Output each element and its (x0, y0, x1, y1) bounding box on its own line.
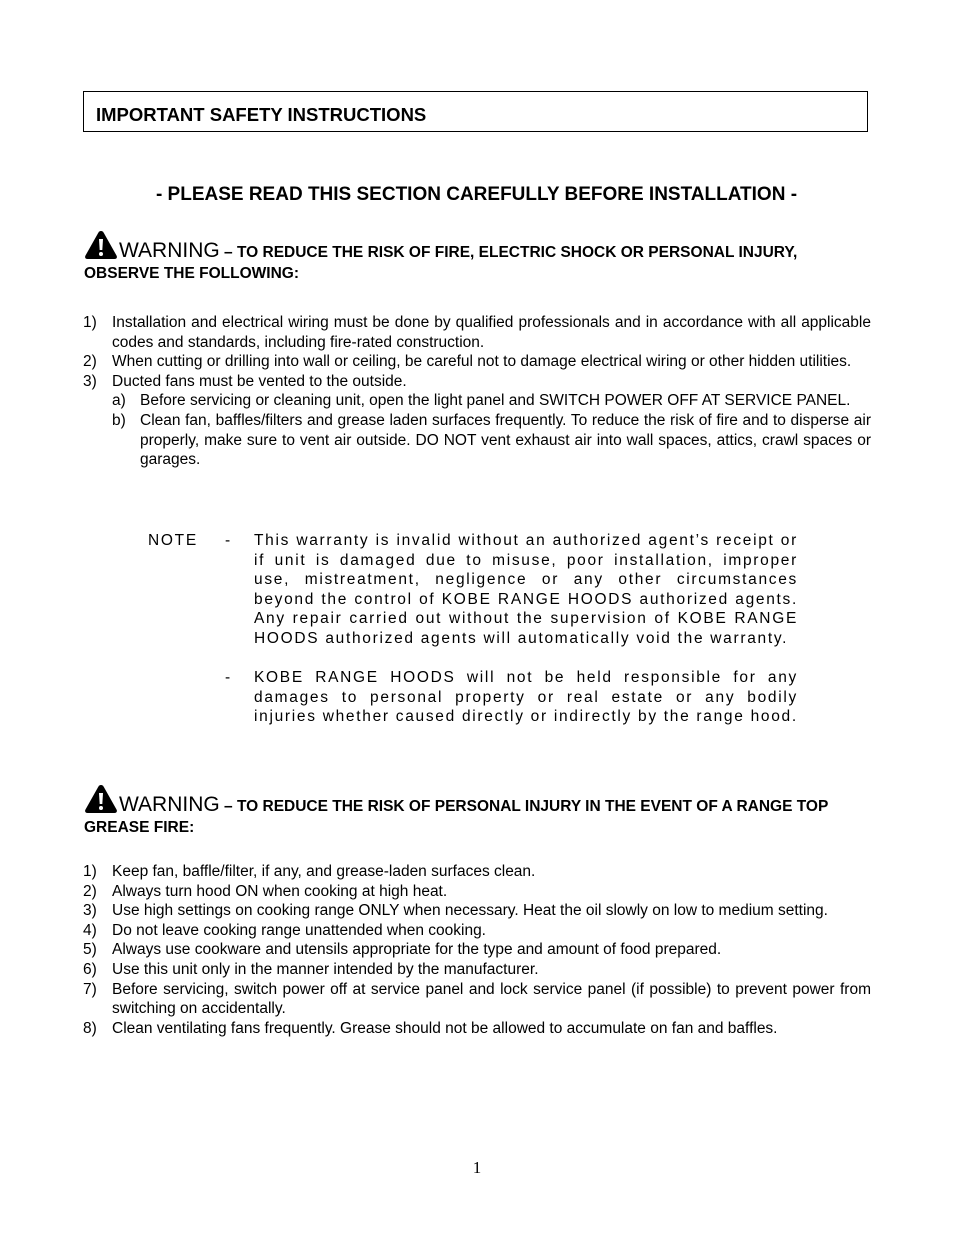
note-item: - KOBE RANGE HOODS will not be held responsible for any damages to personal property or real estate or any bodily injuries whether caused directly or indirectly by the range hood. (225, 669, 798, 726)
warranty-note (148, 531, 798, 727)
page-number: 1 (472, 1158, 482, 1177)
list-item: 2) When cutting or drilling into wall or ceiling, be careful not to damage electrical wiring or other hidden utilities. (83, 353, 852, 371)
grease-fire-instructions-list (83, 862, 871, 1038)
section-header-box (83, 91, 868, 132)
warning-heading-1 (84, 230, 870, 284)
note-label: NOTE (148, 532, 198, 549)
warning-triangle-icon (84, 784, 118, 814)
warning-text: – TO REDUCE THE RISK OF FIRE, ELECTRIC SHOCK OR PERSONAL INJURY, OBSERVE THE FOLLOWING: (84, 244, 798, 282)
warning-word: WARNING (119, 793, 220, 816)
section-title: IMPORTANT SAFETY INSTRUCTIONS (96, 104, 427, 125)
read-carefully-subtitle: - PLEASE READ THIS SECTION CAREFULLY BEFORE INSTALLATION - (155, 184, 798, 205)
sub-list-item: b) Clean fan, baffles/filters and grease laden surfaces frequently. To reduce the risk of fire and to disperse air properly, make sure to vent air outside. DO NOT vent exhaust air into wall spaces, attics, crawl spaces or garages. (112, 411, 871, 469)
list-item: 2) Always turn hood ON when cooking at high heat. (83, 882, 448, 900)
installation-instructions-list (83, 313, 871, 470)
list-item: 5) Always use cookware and utensils appropriate for the type and amount of food prepared. (83, 941, 722, 959)
warning-text: – TO REDUCE THE RISK OF PERSONAL INJURY IN THE EVENT OF A RANGE TOP GREASE FIRE: (84, 798, 829, 836)
list-item: 3) Ducted fans must be vented to the outside. (83, 372, 407, 390)
sub-list-item: a) Before servicing or cleaning unit, open the light panel and SWITCH POWER OFF AT SERVICE PANEL. (112, 392, 851, 410)
list-item: 6) Use this unit only in the manner intended by the manufacturer. (83, 960, 539, 978)
list-item: 7) Before servicing, switch power off at service panel and lock service panel (if possible) to prevent power from switching on accidentally. (83, 980, 871, 1018)
warning-heading-2 (84, 784, 870, 838)
list-item: 1) Installation and electrical wiring must be done by qualified professionals and in accordance with all applicable codes and standards, including fire-rated construction. (83, 314, 871, 351)
warning-word: WARNING (119, 239, 220, 262)
list-item: 1) Keep fan, baffle/filter, if any, and grease-laden surfaces clean. (83, 863, 536, 880)
list-item: 3) Use high settings on cooking range ONLY when necessary. Heat the oil slowly on low to medium setting. (83, 902, 828, 920)
warning-triangle-icon (84, 230, 118, 260)
list-item: 4) Do not leave cooking range unattended when cooking. (83, 921, 486, 939)
note-item: NOTE - This warranty is invalid without an authorized agent’s receipt or if unit is damaged due to misuse, poor installation, improper use, mistreatment, negligence or any other circumstances beyond the control of KOBE RANGE HOODS authorized agents. Any repair carried out without the supervision of KOBE RANGE HOODS authorized agents will automatically void the warranty. (148, 532, 798, 647)
list-item: 8) Clean ventilating fans frequently. Grease should not be allowed to accumulate on fan and baffles. (83, 1019, 778, 1037)
